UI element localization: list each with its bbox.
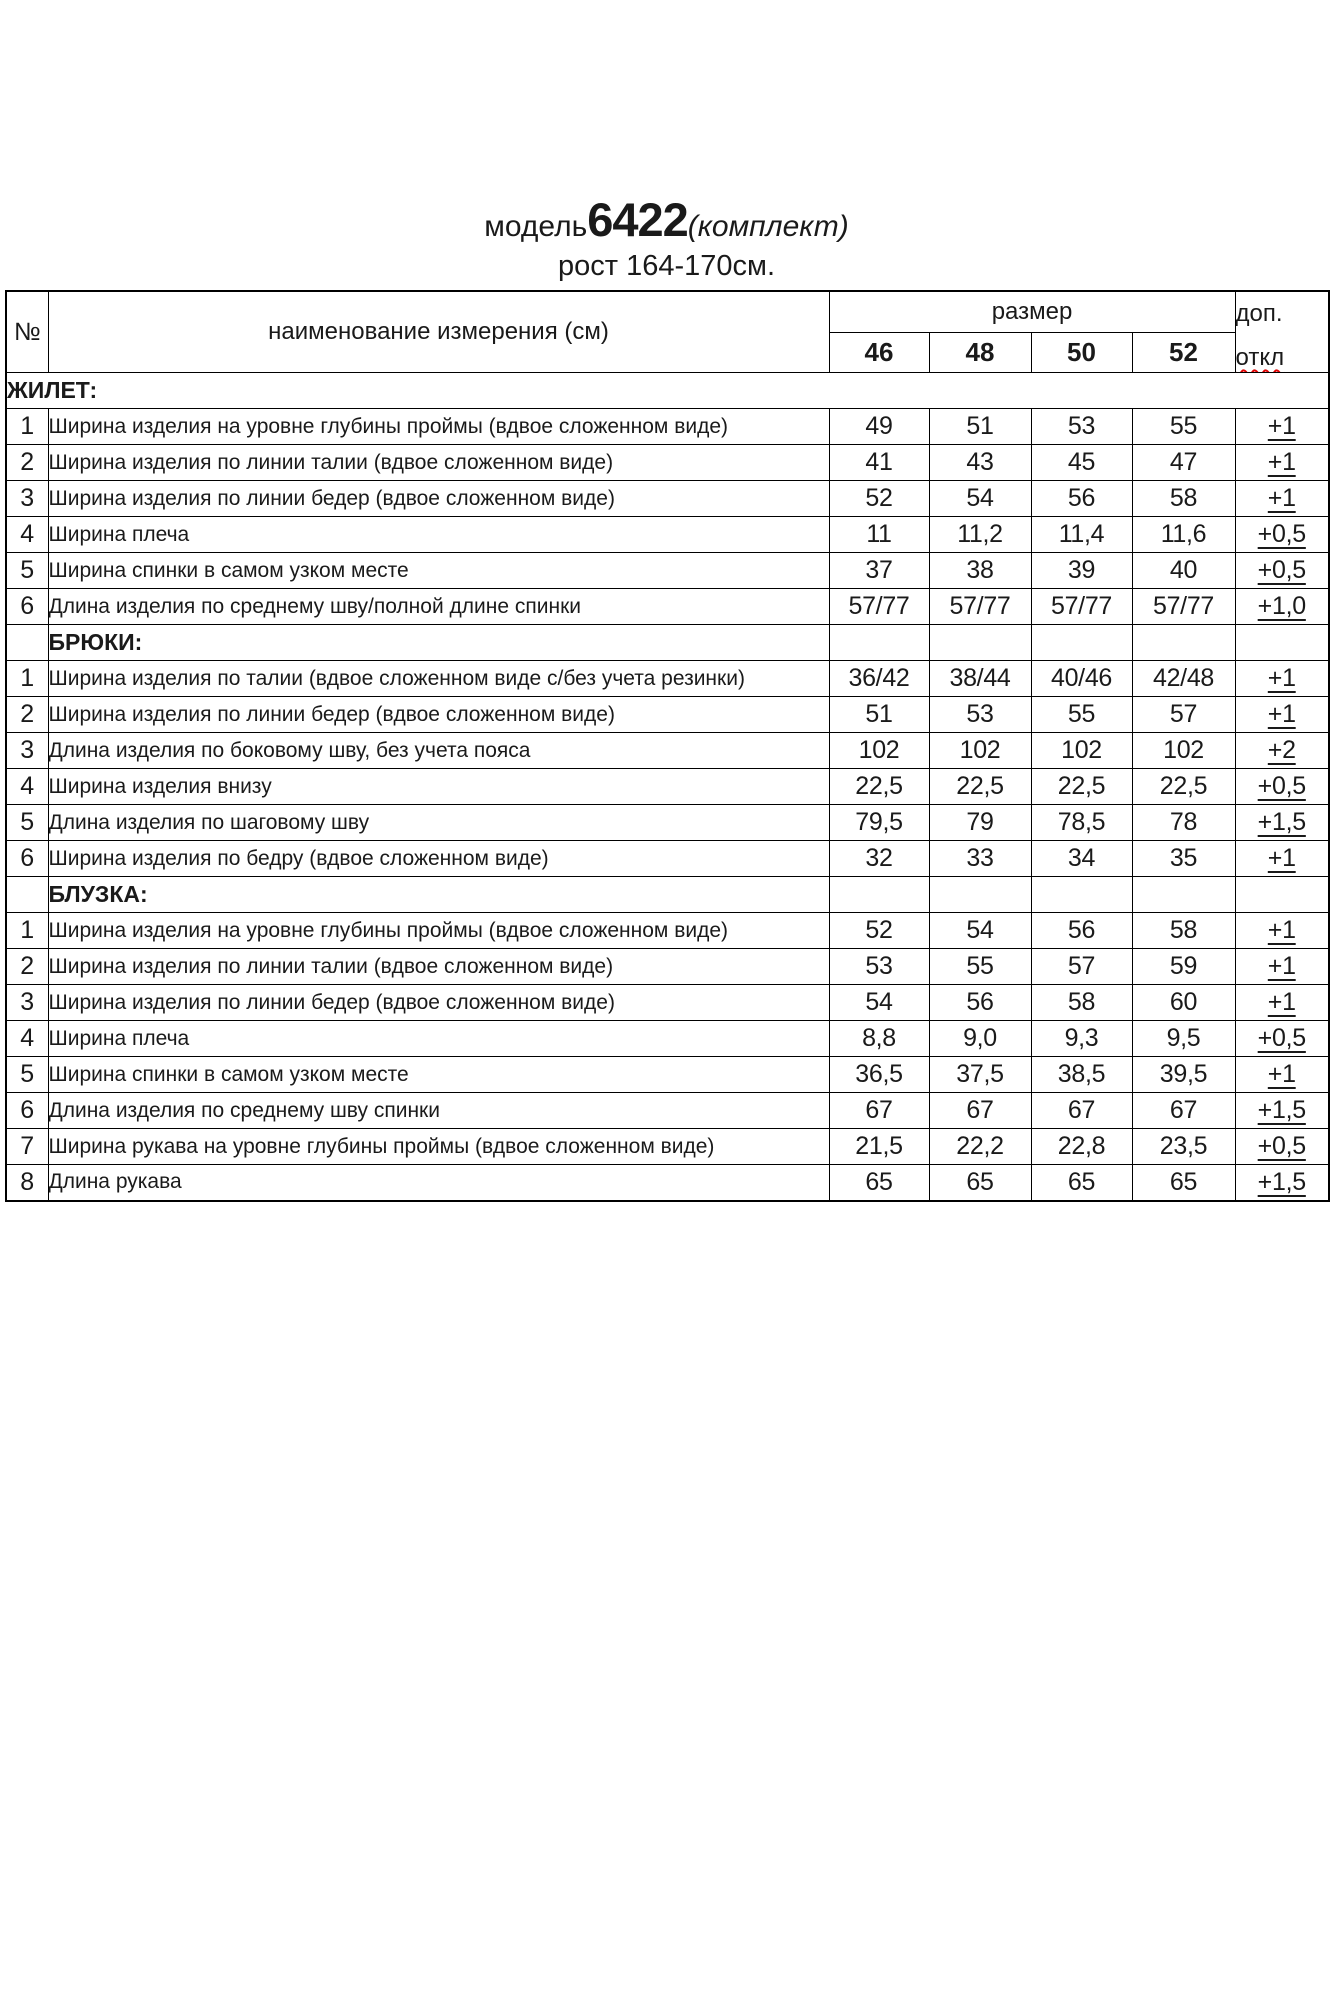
deviation-cell: +2 <box>1235 733 1329 769</box>
section-header-bluzka <box>6 877 1329 913</box>
section-label: БРЮКИ: <box>48 625 829 661</box>
table-row <box>6 409 1329 445</box>
deviation-header-line1: доп. <box>1235 300 1283 327</box>
value-cell-52: 22,5 <box>1132 769 1235 805</box>
measurement-name-cell: Ширина плеча <box>48 1021 829 1057</box>
table-row <box>6 1129 1329 1165</box>
row-number-cell: 4 <box>6 769 48 805</box>
deviation-cell: +1,0 <box>1235 589 1329 625</box>
value-cell-46: 57/77 <box>829 589 929 625</box>
empty-cell <box>929 625 1031 661</box>
value-cell-50: 39 <box>1031 553 1132 589</box>
row-number-cell: 2 <box>6 949 48 985</box>
deviation-cell: +1,5 <box>1235 1093 1329 1129</box>
value-cell-46: 79,5 <box>829 805 929 841</box>
value-cell-50: 56 <box>1031 481 1132 517</box>
row-number-cell: 6 <box>6 589 48 625</box>
value-cell-52: 67 <box>1132 1093 1235 1129</box>
table-row <box>6 949 1329 985</box>
value-cell-46: 54 <box>829 985 929 1021</box>
value-cell-52: 57/77 <box>1132 589 1235 625</box>
row-number-cell: 1 <box>6 913 48 949</box>
number-column-header: № <box>6 291 48 373</box>
row-number-cell: 4 <box>6 1021 48 1057</box>
size-header-46: 46 <box>829 333 929 373</box>
value-cell-48: 33 <box>929 841 1031 877</box>
table-row <box>6 589 1329 625</box>
size-measurement-table <box>5 290 1330 1202</box>
value-cell-52: 102 <box>1132 733 1235 769</box>
value-cell-50: 57/77 <box>1031 589 1132 625</box>
measurement-name-cell: Ширина плеча <box>48 517 829 553</box>
value-cell-52: 57 <box>1132 697 1235 733</box>
table-row <box>6 913 1329 949</box>
value-cell-50: 38,5 <box>1031 1057 1132 1093</box>
value-cell-48: 37,5 <box>929 1057 1031 1093</box>
size-header-48: 48 <box>929 333 1031 373</box>
value-cell-50: 78,5 <box>1031 805 1132 841</box>
value-cell-50: 22,8 <box>1031 1129 1132 1165</box>
value-cell-46: 67 <box>829 1093 929 1129</box>
value-cell-50: 56 <box>1031 913 1132 949</box>
value-cell-50: 34 <box>1031 841 1132 877</box>
measurement-name-cell: Длина изделия по среднему шву спинки <box>48 1093 829 1129</box>
row-number-cell: 2 <box>6 445 48 481</box>
row-number-cell: 7 <box>6 1129 48 1165</box>
measurement-name-cell: Ширина изделия по линии бедер (вдвое сложенном виде) <box>48 697 829 733</box>
value-cell-52: 55 <box>1132 409 1235 445</box>
value-cell-48: 54 <box>929 481 1031 517</box>
row-number-cell: 5 <box>6 1057 48 1093</box>
table-row <box>6 1165 1329 1201</box>
empty-cell <box>829 625 929 661</box>
value-cell-50: 57 <box>1031 949 1132 985</box>
page-title <box>0 193 1333 282</box>
value-cell-52: 35 <box>1132 841 1235 877</box>
measurement-name-cell: Ширина спинки в самом узком месте <box>48 1057 829 1093</box>
model-number: 6422 <box>587 193 688 246</box>
value-cell-50: 11,4 <box>1031 517 1132 553</box>
deviation-cell: +1,5 <box>1235 1165 1329 1201</box>
table-row <box>6 1021 1329 1057</box>
row-number-cell: 5 <box>6 805 48 841</box>
height-range-line: рост 164-170см. <box>557 250 776 282</box>
value-cell-48: 11,2 <box>929 517 1031 553</box>
table-row <box>6 805 1329 841</box>
value-cell-50: 67 <box>1031 1093 1132 1129</box>
value-cell-52: 59 <box>1132 949 1235 985</box>
value-cell-46: 36/42 <box>829 661 929 697</box>
value-cell-52: 39,5 <box>1132 1057 1235 1093</box>
table-row <box>6 445 1329 481</box>
table-row <box>6 517 1329 553</box>
value-cell-48: 65 <box>929 1165 1031 1201</box>
deviation-cell: +1 <box>1235 913 1329 949</box>
size-group-header: размер <box>829 291 1235 333</box>
empty-cell <box>1132 625 1235 661</box>
value-cell-52: 23,5 <box>1132 1129 1235 1165</box>
measurement-name-cell: Ширина изделия по линии бедер (вдвое сложенном виде) <box>48 481 829 517</box>
empty-cell <box>1132 877 1235 913</box>
value-cell-46: 36,5 <box>829 1057 929 1093</box>
empty-cell <box>929 877 1031 913</box>
measurement-name-cell: Длина изделия по боковому шву, без учета пояса <box>48 733 829 769</box>
value-cell-50: 65 <box>1031 1165 1132 1201</box>
value-cell-48: 38/44 <box>929 661 1031 697</box>
measurement-name-cell: Длина рукава <box>48 1165 829 1201</box>
measurement-name-cell: Ширина изделия по линии бедер (вдвое сложенном виде) <box>48 985 829 1021</box>
value-cell-52: 40 <box>1132 553 1235 589</box>
value-cell-48: 43 <box>929 445 1031 481</box>
value-cell-48: 57/77 <box>929 589 1031 625</box>
value-cell-46: 21,5 <box>829 1129 929 1165</box>
value-cell-46: 32 <box>829 841 929 877</box>
deviation-cell: +0,5 <box>1235 1021 1329 1057</box>
value-cell-46: 41 <box>829 445 929 481</box>
table-row <box>6 985 1329 1021</box>
value-cell-48: 51 <box>929 409 1031 445</box>
deviation-cell: +0,5 <box>1235 517 1329 553</box>
value-cell-50: 40/46 <box>1031 661 1132 697</box>
row-number-cell: 3 <box>6 481 48 517</box>
empty-cell <box>6 877 48 913</box>
value-cell-50: 22,5 <box>1031 769 1132 805</box>
deviation-header-line2: откл <box>1235 344 1285 371</box>
value-cell-46: 52 <box>829 913 929 949</box>
deviation-column-header <box>1235 291 1329 373</box>
empty-cell <box>1031 877 1132 913</box>
value-cell-48: 22,5 <box>929 769 1031 805</box>
value-cell-52: 11,6 <box>1132 517 1235 553</box>
measurement-name-cell: Ширина рукава на уровне глубины проймы (вдвое сложенном виде) <box>48 1129 829 1165</box>
value-cell-48: 56 <box>929 985 1031 1021</box>
deviation-cell: +1 <box>1235 841 1329 877</box>
value-cell-48: 67 <box>929 1093 1031 1129</box>
deviation-cell: +1 <box>1235 697 1329 733</box>
table-row <box>6 1093 1329 1129</box>
row-number-cell: 3 <box>6 985 48 1021</box>
value-cell-48: 22,2 <box>929 1129 1031 1165</box>
section-label: БЛУЗКА: <box>48 877 829 913</box>
empty-cell <box>829 877 929 913</box>
measurement-name-cell: Ширина изделия внизу <box>48 769 829 805</box>
deviation-cell: +1 <box>1235 445 1329 481</box>
empty-cell <box>1031 625 1132 661</box>
model-label: модель <box>484 210 588 243</box>
row-number-cell: 1 <box>6 409 48 445</box>
table-row <box>6 481 1329 517</box>
section-header-zhilet <box>6 373 1329 409</box>
measurement-name-cell: Ширина изделия по линии талии (вдвое сложенном виде) <box>48 445 829 481</box>
measurement-name-cell: Ширина изделия по линии талии (вдвое сложенном виде) <box>48 949 829 985</box>
measurement-name-cell: Ширина изделия на уровне глубины проймы (вдвое сложенном виде) <box>48 409 829 445</box>
row-number-cell: 2 <box>6 697 48 733</box>
measurement-name-cell: Ширина изделия на уровне глубины проймы (вдвое сложенном виде) <box>48 913 829 949</box>
value-cell-50: 58 <box>1031 985 1132 1021</box>
value-cell-46: 11 <box>829 517 929 553</box>
table-row <box>6 553 1329 589</box>
deviation-cell: +1 <box>1235 661 1329 697</box>
row-number-cell: 6 <box>6 841 48 877</box>
value-cell-46: 22,5 <box>829 769 929 805</box>
table-row <box>6 661 1329 697</box>
deviation-cell: +1 <box>1235 949 1329 985</box>
deviation-cell: +0,5 <box>1235 1129 1329 1165</box>
row-number-cell: 5 <box>6 553 48 589</box>
row-number-cell: 1 <box>6 661 48 697</box>
table-row <box>6 733 1329 769</box>
value-cell-48: 55 <box>929 949 1031 985</box>
empty-cell <box>6 625 48 661</box>
value-cell-48: 53 <box>929 697 1031 733</box>
value-cell-48: 9,0 <box>929 1021 1031 1057</box>
value-cell-52: 78 <box>1132 805 1235 841</box>
value-cell-46: 53 <box>829 949 929 985</box>
measurement-name-cell: Длина изделия по среднему шву/полной длине спинки <box>48 589 829 625</box>
deviation-cell: +1 <box>1235 1057 1329 1093</box>
table-row <box>6 1057 1329 1093</box>
value-cell-50: 53 <box>1031 409 1132 445</box>
deviation-cell: +1,5 <box>1235 805 1329 841</box>
value-cell-52: 60 <box>1132 985 1235 1021</box>
measurement-name-cell: Длина изделия по шаговому шву <box>48 805 829 841</box>
value-cell-46: 51 <box>829 697 929 733</box>
value-cell-46: 49 <box>829 409 929 445</box>
value-cell-48: 79 <box>929 805 1031 841</box>
row-number-cell: 3 <box>6 733 48 769</box>
measurement-name-cell: Ширина изделия по бедру (вдвое сложенном виде) <box>48 841 829 877</box>
row-number-cell: 8 <box>6 1165 48 1201</box>
deviation-cell: +1 <box>1235 481 1329 517</box>
value-cell-50: 55 <box>1031 697 1132 733</box>
value-cell-46: 8,8 <box>829 1021 929 1057</box>
table-header-row-1 <box>6 291 1329 333</box>
empty-cell <box>1235 625 1329 661</box>
table-row <box>6 841 1329 877</box>
size-header-50: 50 <box>1031 333 1132 373</box>
value-cell-52: 65 <box>1132 1165 1235 1201</box>
value-cell-48: 54 <box>929 913 1031 949</box>
value-cell-46: 65 <box>829 1165 929 1201</box>
deviation-cell: +0,5 <box>1235 769 1329 805</box>
value-cell-52: 58 <box>1132 481 1235 517</box>
row-number-cell: 4 <box>6 517 48 553</box>
row-number-cell: 6 <box>6 1093 48 1129</box>
size-header-52: 52 <box>1132 333 1235 373</box>
value-cell-46: 37 <box>829 553 929 589</box>
table-row <box>6 697 1329 733</box>
value-cell-46: 102 <box>829 733 929 769</box>
section-header-bryuki <box>6 625 1329 661</box>
empty-cell <box>1235 877 1329 913</box>
model-title-line <box>0 193 1333 246</box>
value-cell-52: 42/48 <box>1132 661 1235 697</box>
deviation-cell: +0,5 <box>1235 553 1329 589</box>
value-cell-50: 102 <box>1031 733 1132 769</box>
measurement-name-cell: Ширина спинки в самом узком месте <box>48 553 829 589</box>
value-cell-50: 45 <box>1031 445 1132 481</box>
value-cell-52: 9,5 <box>1132 1021 1235 1057</box>
value-cell-48: 102 <box>929 733 1031 769</box>
value-cell-50: 9,3 <box>1031 1021 1132 1057</box>
measurement-name-cell: Ширина изделия по талии (вдвое сложенном виде с/без учета резинки) <box>48 661 829 697</box>
model-kit-note: (комплект) <box>687 210 849 243</box>
value-cell-48: 38 <box>929 553 1031 589</box>
table-row <box>6 769 1329 805</box>
value-cell-52: 58 <box>1132 913 1235 949</box>
value-cell-46: 52 <box>829 481 929 517</box>
value-cell-52: 47 <box>1132 445 1235 481</box>
section-label: ЖИЛЕТ: <box>6 373 1329 409</box>
deviation-cell: +1 <box>1235 985 1329 1021</box>
measurement-name-column-header: наименование измерения (см) <box>48 291 829 373</box>
deviation-cell: +1 <box>1235 409 1329 445</box>
